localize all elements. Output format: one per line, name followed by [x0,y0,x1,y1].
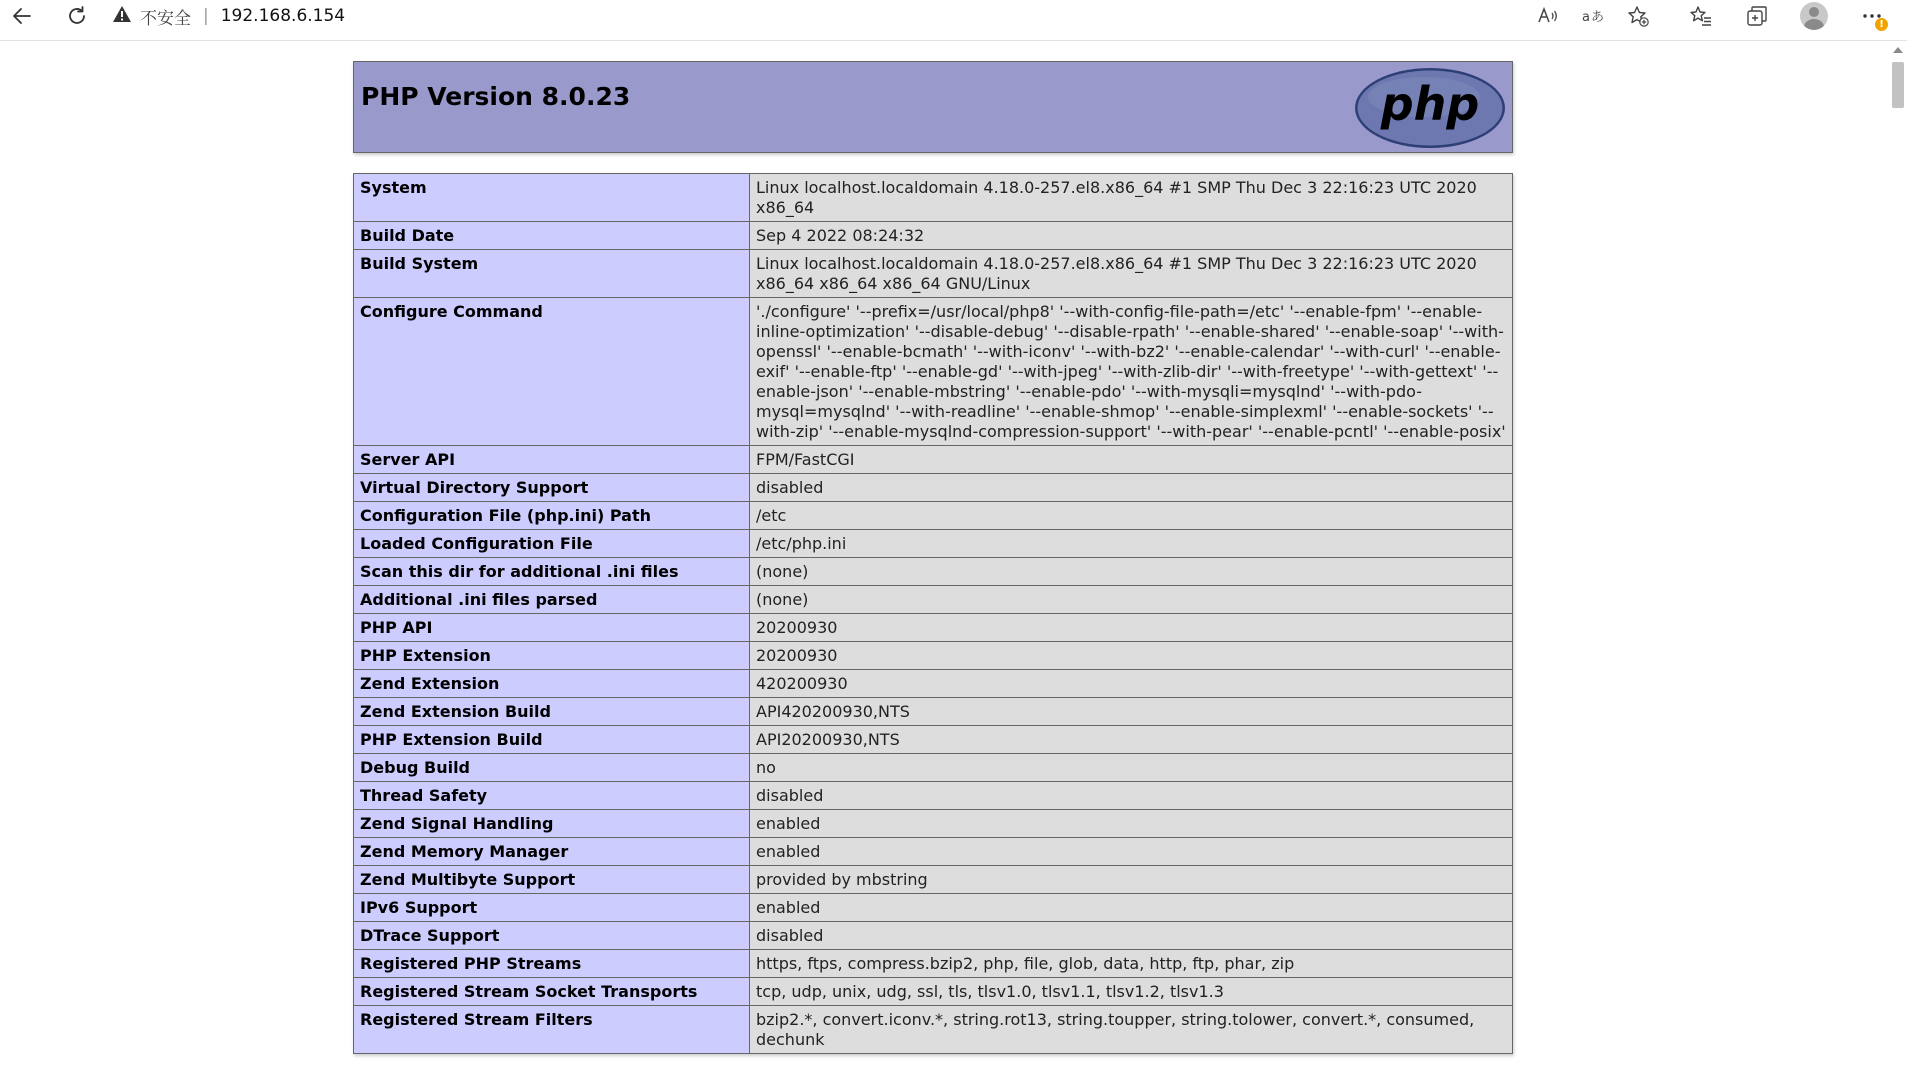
add-favorite-button[interactable] [1618,0,1658,36]
php-config-table [353,173,1513,1054]
row-value: no [750,754,1513,782]
row-label: System [354,174,750,222]
favorites-icon [1689,5,1713,27]
table-row [354,298,1513,446]
row-value: /etc [750,502,1513,530]
row-label: Scan this dir for additional .ini files [354,558,750,586]
table-row [354,950,1513,978]
row-label: PHP API [354,614,750,642]
row-value: Linux localhost.localdomain 4.18.0-257.el8.x86_64 #1 SMP Thu Dec 3 22:16:23 UTC 2020 x86_64 x86_64 x86_64 GNU/Linux [750,250,1513,298]
table-row [354,642,1513,670]
table-row [354,250,1513,298]
svg-text:a: a [1582,10,1590,25]
table-row [354,502,1513,530]
warning-icon[interactable] [112,5,132,28]
table-row [354,1006,1513,1054]
row-label: Build Date [354,222,750,250]
row-value: disabled [750,474,1513,502]
table-row [354,726,1513,754]
row-value: API20200930,NTS [750,726,1513,754]
back-button[interactable] [2,0,42,36]
row-value: tcp, udp, unix, udg, ssl, tls, tlsv1.0, tlsv1.1, tlsv1.2, tlsv1.3 [750,978,1513,1006]
translate-button[interactable] [1573,0,1613,36]
collections-icon [1746,5,1768,27]
row-value: FPM/FastCGI [750,446,1513,474]
row-label: PHP Extension Build [354,726,750,754]
row-value: disabled [750,782,1513,810]
reload-icon [66,5,88,27]
row-label: Thread Safety [354,782,750,810]
row-label: Loaded Configuration File [354,530,750,558]
read-aloud-button[interactable] [1528,0,1568,36]
profile-avatar-icon [1800,2,1828,30]
notification-badge: ! [1875,18,1888,31]
row-label: Configuration File (php.ini) Path [354,502,750,530]
row-label: Zend Extension [354,670,750,698]
scroll-thumb[interactable] [1892,62,1904,108]
row-label: Zend Extension Build [354,698,750,726]
url-text[interactable]: 192.168.6.154 [220,6,346,26]
row-label: Build System [354,250,750,298]
row-value: https, ftps, compress.bzip2, php, file, glob, data, http, ftp, phar, zip [750,950,1513,978]
row-label: DTrace Support [354,922,750,950]
address-separator: | [203,6,209,26]
row-value: 20200930 [750,642,1513,670]
table-row [354,474,1513,502]
collections-button[interactable] [1737,0,1777,36]
row-label: Additional .ini files parsed [354,586,750,614]
table-row [354,698,1513,726]
table-row [354,670,1513,698]
row-value: Linux localhost.localdomain 4.18.0-257.el8.x86_64 #1 SMP Thu Dec 3 22:16:23 UTC 2020 x86_64 [750,174,1513,222]
profile-button[interactable] [1794,0,1834,36]
address-bar[interactable] [112,0,345,32]
php-logo[interactable] [1354,67,1506,154]
table-row [354,754,1513,782]
back-arrow-icon [11,5,33,27]
more-button[interactable] [1852,0,1892,36]
row-value: 420200930 [750,670,1513,698]
row-label: PHP Extension [354,642,750,670]
add-favorite-icon [1627,5,1649,27]
row-label: Virtual Directory Support [354,474,750,502]
table-row [354,174,1513,222]
page-title: PHP Version 8.0.23 [361,82,631,111]
phpinfo-header [353,61,1513,153]
favorites-button[interactable] [1681,0,1721,36]
row-label: Zend Signal Handling [354,810,750,838]
row-label: Registered Stream Socket Transports [354,978,750,1006]
row-label: Zend Multibyte Support [354,866,750,894]
table-row [354,222,1513,250]
row-label: Registered PHP Streams [354,950,750,978]
php-logo-text: php [1380,77,1480,131]
phpinfo-container [353,61,1513,1054]
svg-text:あ: あ [1591,10,1605,25]
row-value: enabled [750,838,1513,866]
browser-toolbar [0,0,1907,41]
row-value: enabled [750,894,1513,922]
row-value: /etc/php.ini [750,530,1513,558]
table-row [354,446,1513,474]
row-value: './configure' '--prefix=/usr/local/php8' '--with-config-file-path=/etc' '--enable-fpm' '--enable-inline-optimization' '--disable-debug' '--disable-rpath' '--enable-shared' '--enable-soap' '--with-openssl' '--enable-bcmath' '--with-iconv' '--with-bz2' '--enable-calendar' '--with-curl' '--enable-exif' '--enable-ftp' '--enable-gd' '--with-jpeg' '--with-zlib-dir' '--with-freetype' '--with-gettext' '--enable-json' '--enable-mbstring' '--enable-pdo' '--with-mysqli=mysqlnd' '--with-pdo-mysql=mysqlnd' '--with-readline' '--enable-shmop' '--enable-simplexml' '--enable-sockets' '--with-zip' '--enable-mysqlnd-compression-support' '--with-pear' '--enable-pcntl' '--enable-posix' [750,298,1513,446]
insecure-label[interactable]: 不安全 [140,8,191,29]
row-value: Sep 4 2022 08:24:32 [750,222,1513,250]
table-row [354,530,1513,558]
row-label: Zend Memory Manager [354,838,750,866]
row-value: (none) [750,558,1513,586]
reload-button[interactable] [57,0,97,36]
vertical-scrollbar[interactable] [1889,41,1907,1084]
table-row [354,614,1513,642]
row-value: bzip2.*, convert.iconv.*, string.rot13, string.toupper, string.tolower, convert.*, consumed, dechunk [750,1006,1513,1054]
row-label: Debug Build [354,754,750,782]
table-row [354,558,1513,586]
row-value: disabled [750,922,1513,950]
table-row [354,838,1513,866]
row-label: Server API [354,446,750,474]
row-value: provided by mbstring [750,866,1513,894]
table-row [354,810,1513,838]
row-value: API420200930,NTS [750,698,1513,726]
row-value: enabled [750,810,1513,838]
row-value: 20200930 [750,614,1513,642]
row-label: IPv6 Support [354,894,750,922]
table-row [354,922,1513,950]
table-row [354,866,1513,894]
table-row [354,894,1513,922]
row-label: Configure Command [354,298,750,446]
translate-icon [1581,6,1605,26]
table-row [354,782,1513,810]
row-label: Registered Stream Filters [354,1006,750,1054]
table-row [354,978,1513,1006]
read-aloud-icon [1537,6,1559,26]
row-value: (none) [750,586,1513,614]
scroll-up-arrow-icon[interactable] [1893,47,1903,53]
table-row [354,586,1513,614]
page-content [0,41,1889,1084]
